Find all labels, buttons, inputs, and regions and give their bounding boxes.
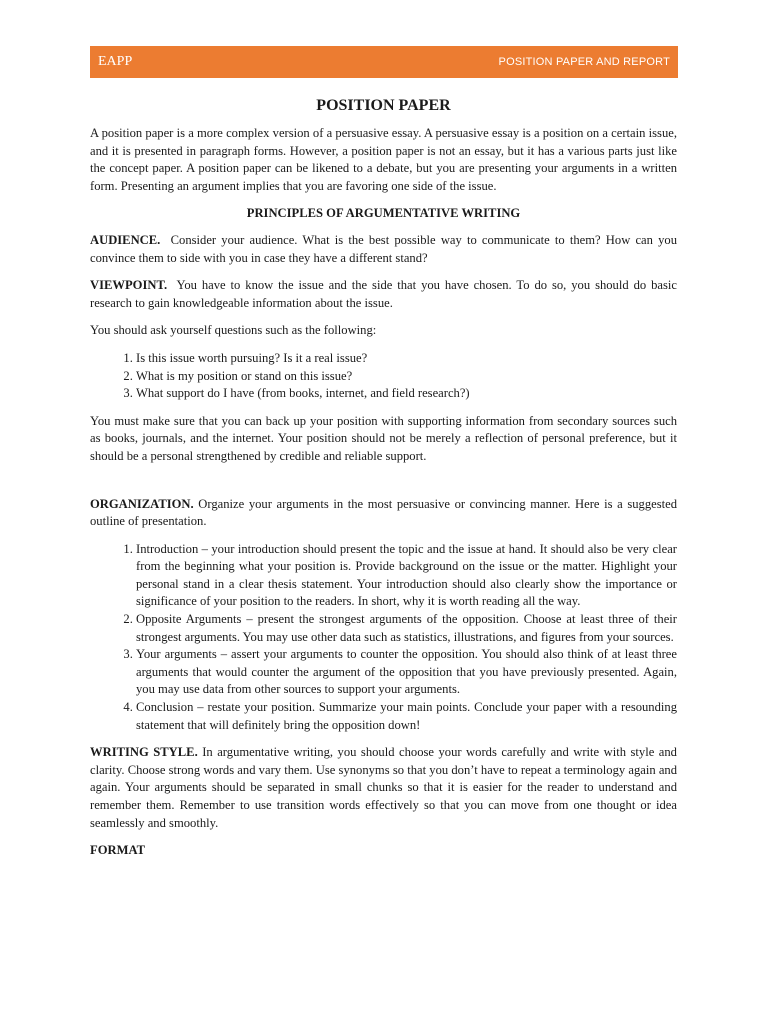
list-item: 1. Introduction – your introduction should present the topic and the issue at hand. It should also be very clear from the beginning what your position is. Provide background on the issue or the matter. Highlight your personal stand in a clear thesis statement. Your introduction should also clearly show the importance or significance of your position to the readers. In short, why it is worth reading all the way. bbox=[136, 541, 677, 611]
writing-style-text: In argumentative writing, you should choose your words carefully and write with style and clarity. Choose strong words and vary them. Use synonyms so that you don’t have to repeat a terminology again and again. Your arguments should be separated in small chunks so that it is easier for the reader to understand and remember them. Remember to use transition words effectively so that you can move from one thought or idea seamlessly and smoothly. bbox=[90, 745, 677, 830]
list-item: 2. Opposite Arguments – present the strongest arguments of the opposition. Choose at least three of their strongest arguments. You may use other data such as statistics, illustrations, and figures from your sources. bbox=[136, 611, 677, 646]
viewpoint-paragraph bbox=[90, 277, 677, 312]
list-item: 2. What is my position or stand on this issue? bbox=[136, 368, 677, 386]
audience-paragraph bbox=[90, 232, 677, 267]
backup-paragraph: You must make sure that you can back up your position with supporting information from secondary sources such as books, journals, and the internet. Your position should not be merely a reflection of personal preference, but it should be a personal strengthened by credible and reliable support. bbox=[90, 413, 677, 463]
writing-style-label: WRITING STYLE. bbox=[90, 745, 198, 760]
list-item: 3. Your arguments – assert your arguments to counter the opposition. You should also think of at least three arguments that would counter the argument of the opposition that you have previously presented. Again, you may use data from other sources to support your arguments. bbox=[136, 646, 677, 699]
viewpoint-label: VIEWPOINT. bbox=[90, 278, 168, 293]
section-spacer bbox=[90, 476, 677, 496]
header-title: POSITION PAPER AND REPORT bbox=[498, 56, 670, 68]
document-body bbox=[90, 96, 677, 860]
document-title: POSITION PAPER bbox=[316, 97, 451, 114]
page-header-bar bbox=[90, 46, 678, 78]
questions-list bbox=[90, 350, 677, 403]
list-item: 1. Is this issue worth pursuing? Is it a real issue? bbox=[136, 350, 677, 368]
organization-paragraph bbox=[90, 496, 677, 531]
audience-label: AUDIENCE. bbox=[90, 232, 161, 247]
viewpoint-text: You have to know the issue and the side that you have chosen. To do so, you should do basic research to gain knowledgeable information about the issue. bbox=[90, 278, 677, 310]
principles-heading: PRINCIPLES OF ARGUMENTATIVE WRITING bbox=[246, 206, 521, 221]
organization-label: ORGANIZATION. bbox=[90, 496, 194, 511]
organization-text: Organize your arguments in the most persuasive or convincing manner. Here is a suggested outline of presentation. bbox=[90, 496, 677, 529]
list-item: 3. What support do I have (from books, internet, and field research?) bbox=[136, 385, 677, 403]
list-item: 4. Conclusion – restate your position. Summarize your main points. Conclude your paper with a resounding statement that will definitely bring the opposition down! bbox=[136, 699, 677, 734]
audience-text: Consider your audience. What is the best possible way to communicate to them? How can you convince them to side with you in case they have a different stand? bbox=[90, 232, 677, 265]
header-subject: EAPP bbox=[98, 54, 133, 69]
questions-intro: You should ask yourself questions such as the following: bbox=[90, 323, 377, 338]
format-heading: FORMAT bbox=[90, 843, 146, 858]
outline-list bbox=[90, 541, 677, 735]
writing-style-paragraph bbox=[90, 744, 677, 832]
intro-paragraph: A position paper is a more complex version of a persuasive essay. A persuasive essay is a position on a certain issue, and it is presented in paragraph forms. However, a position paper is not an essay, but it has a various parts just like the concept paper. A position paper can be likened to a debate, but you are presenting your arguments in a written form. Presenting an argument implies that you are favoring one side of the issue. bbox=[90, 126, 677, 193]
